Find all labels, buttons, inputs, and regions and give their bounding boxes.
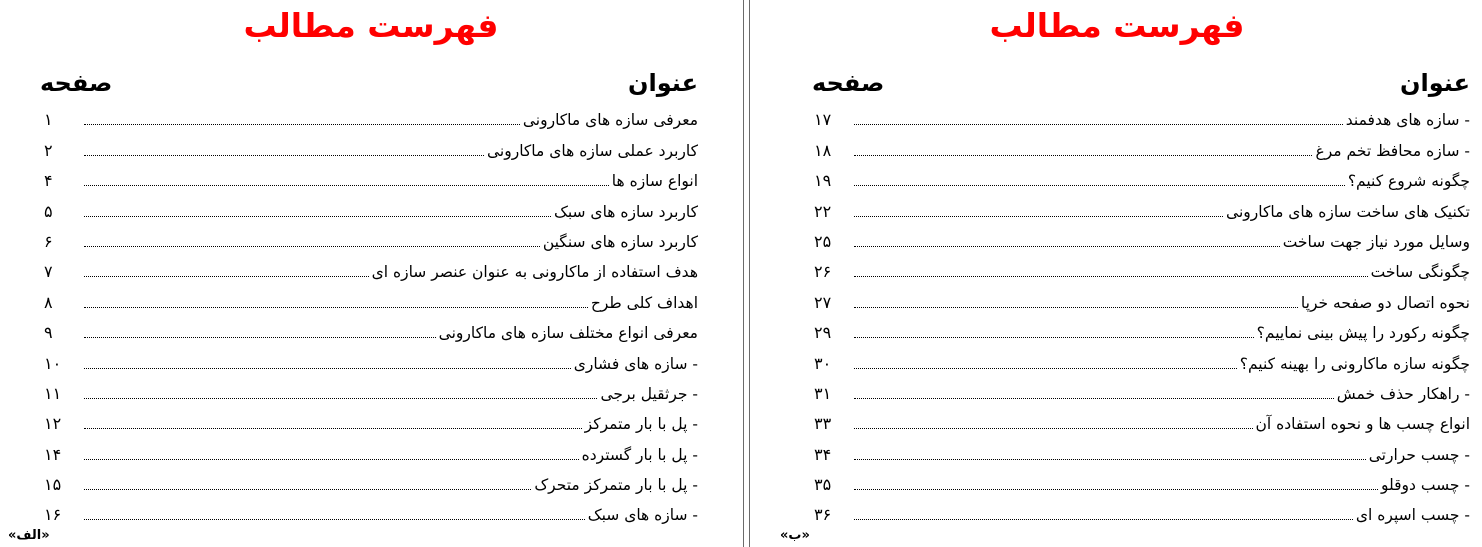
column-header-title: عنوان — [628, 69, 698, 97]
toc-entry — [42, 162, 698, 192]
dot-leader — [84, 124, 520, 125]
toc-entry-page: ۱۰ — [44, 353, 62, 373]
toc-entry-title: معرفی انواع مختلف سازه های ماکارونی — [438, 324, 698, 343]
dot-leader — [854, 307, 1298, 308]
toc-entry-title: - چسب دوقلو — [1380, 476, 1470, 495]
toc-entry-title: - راهکار حذف خمش — [1336, 384, 1470, 403]
dot-leader — [84, 276, 369, 277]
dot-leader — [84, 337, 436, 338]
toc-entry — [812, 314, 1470, 344]
toc-entry — [812, 344, 1470, 374]
toc-entry — [42, 283, 698, 313]
dot-leader — [854, 489, 1378, 490]
toc-entry — [812, 466, 1470, 496]
toc-entry-title: کاربرد سازه های سبک — [553, 202, 698, 221]
dot-leader — [854, 155, 1312, 156]
toc-entry-page: ۲۵ — [814, 231, 832, 251]
toc-entry — [42, 375, 698, 405]
toc-entry-title: انواع سازه ها — [611, 172, 698, 191]
dot-leader — [84, 368, 571, 369]
toc-entry-title: - پل با بار گسترده — [581, 445, 698, 464]
toc-entry — [812, 375, 1470, 405]
toc-entry-title: - سازه های سبک — [587, 506, 698, 525]
toc-entry-title: کاربرد عملی سازه های ماکارونی — [487, 141, 698, 160]
dot-leader — [84, 489, 531, 490]
toc-entry-title: کاربرد سازه های سنگین — [542, 232, 698, 251]
toc-entry-title: - پل با بار متمرکز — [584, 415, 698, 434]
toc-entry-page: ۵ — [44, 201, 53, 221]
toc-entry — [42, 466, 698, 496]
dot-leader — [854, 398, 1334, 399]
dot-leader — [854, 459, 1366, 460]
toc-entry — [812, 101, 1470, 131]
toc-entry-title: چگونه رکورد را پیش بینی نماییم؟ — [1256, 324, 1470, 343]
dot-leader — [854, 337, 1254, 338]
toc-entry-page: ۳۰ — [814, 353, 832, 373]
toc-entry-page: ۱۸ — [814, 140, 832, 160]
dot-leader — [84, 155, 484, 156]
toc-entry-page: ۲۹ — [814, 323, 832, 343]
toc-page-right — [752, 0, 1482, 547]
toc-entry-page: ۳۶ — [814, 505, 832, 525]
toc-entry — [42, 223, 698, 253]
toc-entry-title: معرفی سازه های ماکارونی — [522, 111, 698, 130]
page-title: فهرست مطالب — [989, 6, 1245, 45]
toc-entry — [42, 405, 698, 435]
toc-entry-page: ۳۴ — [814, 444, 832, 464]
toc-entry-page: ۲۲ — [814, 201, 832, 221]
dot-leader — [854, 216, 1223, 217]
toc-entry-page: ۱۷ — [814, 110, 832, 130]
toc-entry-title: چگونگی ساخت — [1370, 263, 1470, 282]
toc-entry-page: ۱۶ — [44, 505, 62, 525]
toc-entry-page: ۷ — [44, 262, 53, 282]
toc-entry-page: ۱۱ — [44, 383, 62, 403]
toc-entry-title: - سازه محافظ تخم مرغ — [1315, 141, 1470, 160]
toc-entry — [42, 253, 698, 283]
toc-entry-title: تکنیک های ساخت سازه های ماکارونی — [1226, 202, 1470, 221]
toc-entry — [812, 223, 1470, 253]
toc-entry — [812, 192, 1470, 222]
toc-entry — [42, 435, 698, 465]
page-divider — [749, 0, 750, 547]
dot-leader — [854, 185, 1345, 186]
dot-leader — [84, 246, 540, 247]
column-header-page: صفحه — [812, 69, 885, 97]
toc-entry-page: ۹ — [44, 323, 53, 343]
page-divider — [743, 0, 744, 547]
toc-list — [42, 101, 698, 526]
toc-entry-page: ۱۵ — [44, 475, 62, 495]
toc-entry — [42, 344, 698, 374]
dot-leader — [84, 428, 582, 429]
toc-entry-page: ۳۳ — [814, 414, 832, 434]
dot-leader — [84, 185, 609, 186]
toc-entry-title: - جرثقیل برجی — [600, 384, 698, 403]
toc-entry-title: چگونه شروع کنیم؟ — [1347, 172, 1470, 191]
toc-entry — [812, 435, 1470, 465]
toc-entry-page: ۳۱ — [814, 383, 832, 403]
toc-entry — [812, 405, 1470, 435]
dot-leader — [854, 246, 1280, 247]
toc-entry — [812, 131, 1470, 161]
page-title: فهرست مطالب — [243, 6, 499, 45]
toc-entry-title: - پل با بار متمرکز متحرک — [534, 476, 698, 495]
toc-entry-page: ۲ — [44, 140, 53, 160]
toc-entry — [812, 162, 1470, 192]
toc-entry-title: نحوه اتصال دو صفحه خرپا — [1300, 293, 1470, 312]
toc-entry-page: ۱۴ — [44, 444, 62, 464]
toc-entry-title: اهداف کلی طرح — [590, 293, 698, 312]
dot-leader — [84, 519, 585, 520]
toc-entry-page: ۴ — [44, 171, 53, 191]
toc-entry-title: - چسب حرارتی — [1368, 445, 1470, 464]
toc-entry-page: ۱۹ — [814, 171, 832, 191]
toc-entry — [812, 496, 1470, 526]
toc-entry — [42, 101, 698, 131]
toc-entry-page: ۱۲ — [44, 414, 62, 434]
toc-entry-title: هدف استفاده از ماکارونی به عنوان عنصر سازه ای — [371, 263, 698, 282]
dot-leader — [84, 398, 597, 399]
toc-entry-page: ۱ — [44, 110, 53, 130]
toc-entry-page: ۲۶ — [814, 262, 832, 282]
toc-entry-title: انواع چسب ها و نحوه استفاده آن — [1255, 415, 1470, 434]
dot-leader — [854, 428, 1253, 429]
dot-leader — [84, 216, 551, 217]
toc-entry-page: ۲۷ — [814, 292, 832, 312]
toc-entry-title: - چسب اسپره ای — [1355, 506, 1470, 525]
toc-entry-page: ۳۵ — [814, 475, 832, 495]
dot-leader — [854, 368, 1237, 369]
toc-entry-page: ۸ — [44, 292, 53, 312]
toc-entry-title: - سازه های فشاری — [573, 354, 698, 373]
toc-list — [812, 101, 1470, 526]
toc-entry — [42, 131, 698, 161]
dot-leader — [854, 519, 1353, 520]
page-folio: «الف» — [8, 528, 50, 543]
dot-leader — [854, 124, 1343, 125]
column-header-title: عنوان — [1400, 69, 1470, 97]
toc-entry-title: چگونه سازه ماکارونی را بهینه کنیم؟ — [1239, 354, 1470, 373]
dot-leader — [84, 459, 579, 460]
toc-entry — [812, 253, 1470, 283]
column-header-page: صفحه — [40, 69, 113, 97]
dot-leader — [854, 276, 1368, 277]
toc-entry-page: ۶ — [44, 231, 53, 251]
toc-entry — [42, 496, 698, 526]
toc-entry-title: وسایل مورد نیاز جهت ساخت — [1282, 232, 1470, 251]
toc-entry — [42, 192, 698, 222]
page-folio: «ب» — [780, 528, 810, 543]
dot-leader — [84, 307, 588, 308]
toc-entry-title: - سازه های هدفمند — [1345, 111, 1470, 130]
toc-entry — [812, 283, 1470, 313]
toc-entry — [42, 314, 698, 344]
